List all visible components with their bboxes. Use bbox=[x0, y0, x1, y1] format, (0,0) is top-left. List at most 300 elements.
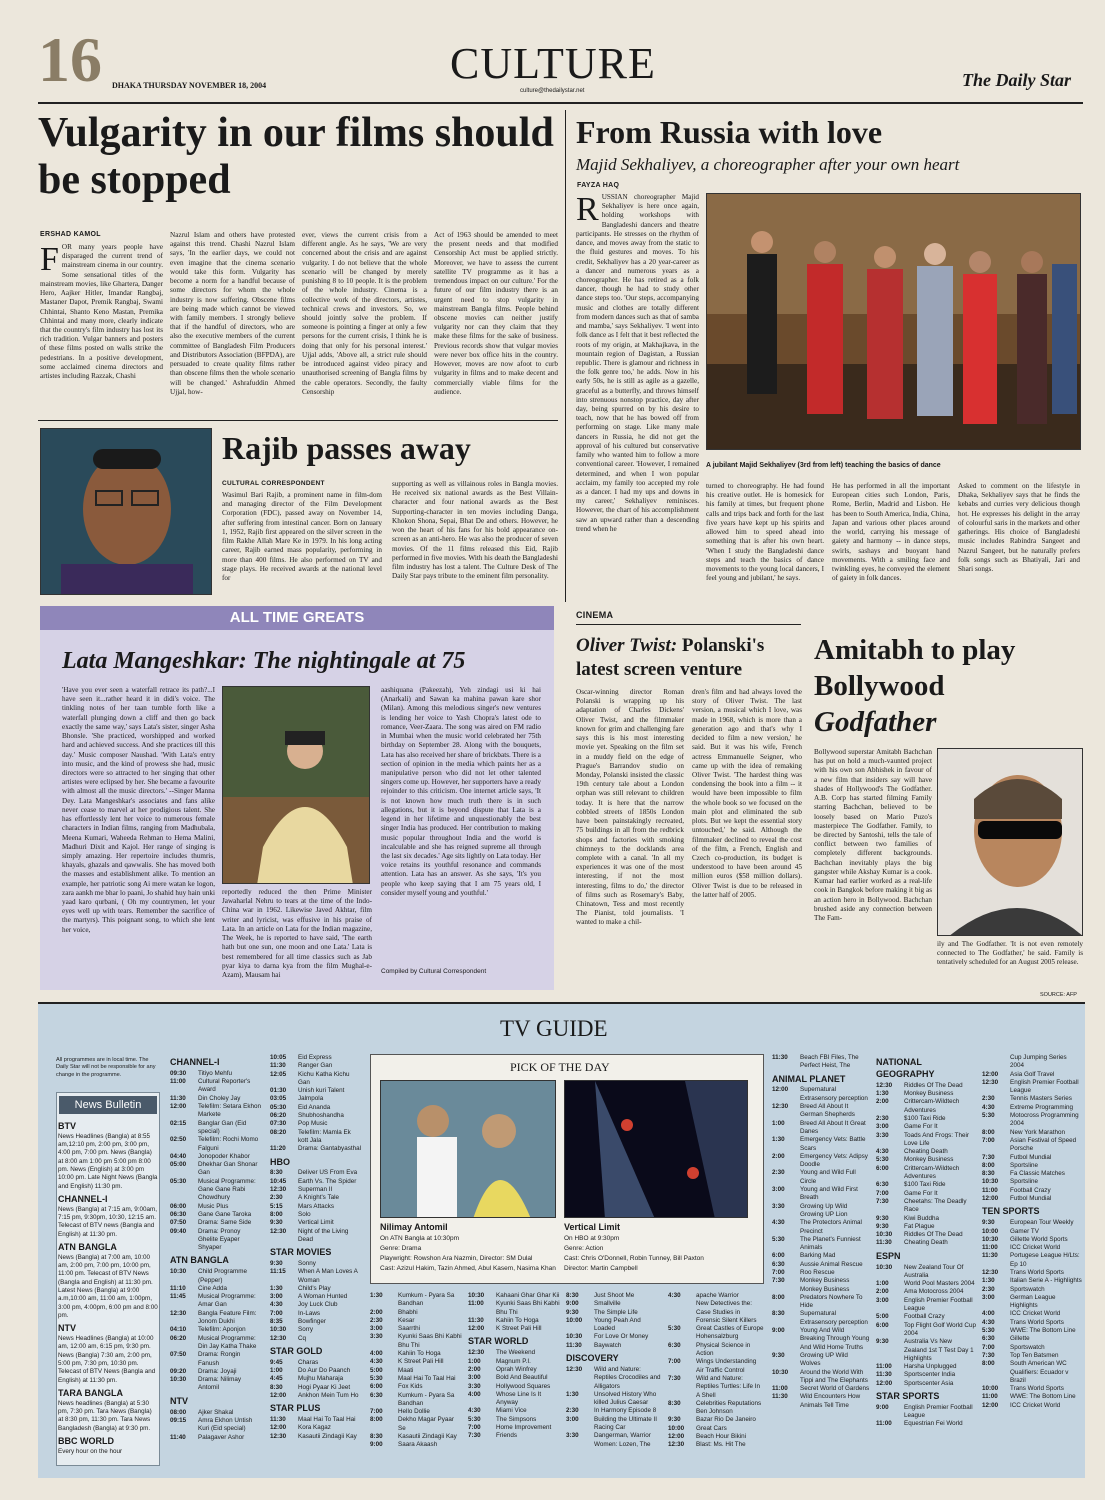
pick-2-genre: Genre: Action bbox=[564, 1245, 604, 1252]
tv-guide-rule bbox=[38, 1002, 1085, 1004]
show-title: Cq bbox=[298, 1334, 307, 1342]
schedule-discovery bbox=[566, 1292, 662, 1472]
show-title: Amra Ekhon Untish Kuri (Eid special) bbox=[198, 1416, 253, 1433]
schedule-row bbox=[876, 1297, 976, 1314]
show-title: ICC Cricket World bbox=[1010, 1401, 1061, 1409]
show-time: 11:30 bbox=[270, 1416, 286, 1424]
schedule-row bbox=[170, 1120, 262, 1137]
show-title: Growing UP Wild Wolves bbox=[800, 1351, 848, 1368]
show-title: Earth Vs. The Spider bbox=[298, 1177, 357, 1185]
schedule-row bbox=[668, 1425, 764, 1433]
show-time: 03:05 bbox=[270, 1095, 287, 1103]
show-time: 01:30 bbox=[270, 1087, 287, 1095]
schedule-row bbox=[270, 1260, 362, 1268]
schedule-row bbox=[876, 1090, 976, 1098]
show-title: Emergency Vets: Battle Scars bbox=[800, 1136, 866, 1152]
show-time: 1:30 bbox=[370, 1292, 383, 1299]
show-time: 5:30 bbox=[468, 1415, 481, 1423]
news-times: News Headlines (Bangla) at 10:00 am, 12:00 am, 6:15 pm, 9:30 pm. News (Bangla) 7:30 am, 2:00 pm, 5:00 pm, 7:30 pm, 10:30 pm. Telecast of BTV News (Bangla and English) at 11:30 pm. bbox=[58, 1335, 156, 1384]
show-title: Wings Understanding Air Traffic Control bbox=[696, 1358, 757, 1374]
show-title: Friends bbox=[496, 1432, 517, 1440]
dateline: DHAKA THURSDAY NOVEMBER 18, 2004 bbox=[112, 81, 267, 90]
show-time: 4:30 bbox=[982, 1103, 995, 1111]
dance-photo-caption: A jubilant Majid Sekhaliyev (3rd from left) teaching the basics of dance bbox=[706, 462, 941, 469]
schedule-row bbox=[270, 1112, 362, 1120]
schedule-row bbox=[876, 1322, 976, 1339]
schedule-row bbox=[468, 1391, 560, 1408]
schedule-row bbox=[982, 1294, 1082, 1311]
show-time: 12:00 bbox=[468, 1325, 485, 1333]
show-time: 6:00 bbox=[772, 1252, 785, 1260]
show-title: Breed All About It Great Danes bbox=[800, 1119, 866, 1135]
show-time: 4:30 bbox=[772, 1219, 785, 1227]
show-title: Magnum P.I. bbox=[496, 1357, 531, 1365]
show-title: Trans World Sports bbox=[1010, 1318, 1064, 1326]
show-time: 11:30 bbox=[468, 1316, 484, 1324]
schedule-row bbox=[468, 1349, 560, 1357]
schedule-row bbox=[876, 1082, 976, 1090]
show-title: Kiwi Buddha bbox=[904, 1214, 940, 1222]
schedule-row bbox=[270, 1071, 362, 1088]
show-title: Kahiin To Hoga bbox=[398, 1350, 441, 1358]
show-time: 4:00 bbox=[982, 1310, 995, 1318]
show-time: 11:15 bbox=[270, 1268, 286, 1276]
show-title: ICC Cricket World bbox=[1010, 1310, 1061, 1318]
oliver-col-1: Oscar-winning director Roman Polanski is wrapping up his adaptation of Charles Dickens' Oliver Twist, and the filmmaker known for grim and challenging fare says this is his most interesting movie yet. Speaking on the film set in a muddy field on the edge of Prague's Barrandov studio on Monday, Polanski insisted the classic 19th century tale about a London orphan was still relevant to children today. It is here that the narrow cobbled streets of 1850s London have been painstakingly recreated, 75 buildings in all from the redbrick shops and factories with smoking chimneys to the docklands area complete with a canal. 'In all my experiences it was one of the most interesting, if not the most interesting, films to do,' the director of films such as Rosemary's Baby, Chinatown, Tess and most recently The Pianist, told journalists. 'I wanted to make a chil- bbox=[576, 688, 684, 927]
schedule-row bbox=[170, 1409, 262, 1417]
schedule-row bbox=[772, 1310, 870, 1327]
show-title: Eid Ananda bbox=[298, 1103, 331, 1111]
show-title: Saara Akaash bbox=[398, 1441, 438, 1449]
show-time: 7:00 bbox=[370, 1408, 383, 1416]
show-time: 12:00 bbox=[772, 1086, 789, 1094]
show-time: 06:20 bbox=[170, 1334, 187, 1342]
show-time: 04:10 bbox=[170, 1326, 187, 1334]
show-title: Asia Golf Travel bbox=[1010, 1070, 1055, 1078]
show-title: In Harmony Episode 8 bbox=[594, 1407, 657, 1415]
schedule-row bbox=[170, 1335, 262, 1352]
show-time: 7:30 bbox=[982, 1153, 995, 1161]
schedule-row bbox=[772, 1169, 870, 1186]
tv-guide-note: All programmes are in local time. The Daily Star will not be responsible for any change in the programme. bbox=[56, 1057, 156, 1078]
show-time: 2:00 bbox=[468, 1365, 481, 1373]
show-title: Equestrian Fei World bbox=[904, 1420, 963, 1428]
show-time: 07:50 bbox=[170, 1351, 187, 1359]
show-title: New York Marathon bbox=[1010, 1128, 1065, 1136]
schedule-row bbox=[668, 1325, 764, 1342]
schedule-row bbox=[468, 1432, 560, 1440]
amitabh-headline: Amitabh to play Bollywood Godfather bbox=[814, 634, 1016, 738]
show-time: 3:30 bbox=[566, 1432, 579, 1440]
schedule-row bbox=[468, 1358, 560, 1366]
show-title: Football Crazy bbox=[904, 1313, 945, 1321]
schedule-row bbox=[370, 1375, 462, 1383]
show-title: Kyunki Saas Bhi Kabhi Bhu Thi bbox=[496, 1300, 560, 1316]
schedule-row bbox=[982, 1195, 1082, 1203]
pick-1-cast: Cast: Azizul Hakim, Tazin Ahmed, Abul Kasem, Nasima Khan bbox=[380, 1265, 556, 1272]
lata-credit: Compiled by Cultural Correspondent bbox=[381, 968, 487, 975]
show-title: Australia Vs New Zealand 1st T Test Day 1 Highlights bbox=[904, 1338, 974, 1362]
schedule-row bbox=[170, 1268, 262, 1285]
show-time: 12:30 bbox=[772, 1103, 789, 1111]
show-time: 8:30 bbox=[370, 1433, 383, 1441]
schedule-row bbox=[982, 1269, 1082, 1277]
show-time: 7:00 bbox=[772, 1269, 785, 1276]
show-title: The Weekend bbox=[496, 1349, 536, 1357]
show-title: Kumkum - Pyara Sa Bandhan bbox=[398, 1292, 455, 1308]
schedule-row bbox=[170, 1211, 262, 1219]
rajib-col-2: supporting as well as villainous roles in Bangla movies. He received six national awards as the Best Villain-character and four national awards as the Best Supporting-character in ten movies including Danga, Khokon Shona, Sepai, Bhat De and others. However, he won the heart of his fans for his bold appearance on-screen as an anti-hero. He was also the producer of seven movies. Of the 11 films released this Eid, Rajib performed in five movies. With his death the Bangladeshi film industry has lost a talent. The Culture Desk of The Daily Star pays tribute to the eminent film personality. bbox=[392, 480, 558, 581]
show-time: 06:20 bbox=[270, 1112, 287, 1120]
show-title: Supernatural Extrasensory perception bbox=[800, 1310, 868, 1326]
pick-1-channel: On ATN Bangla at 10:30pm bbox=[380, 1235, 460, 1242]
show-time: 12:00 bbox=[270, 1392, 287, 1400]
schedule-row bbox=[982, 1162, 1082, 1170]
show-time: 11:00 bbox=[468, 1300, 484, 1308]
schedule-row bbox=[982, 1104, 1082, 1112]
show-title: Shubhoshandha bbox=[298, 1112, 344, 1120]
show-time: 9:30 bbox=[566, 1308, 579, 1316]
show-title: Riddles Of The Dead bbox=[904, 1231, 963, 1239]
paper-logo: The Daily Star bbox=[962, 70, 1072, 90]
show-time: 1:00 bbox=[270, 1367, 283, 1375]
schedule-row bbox=[468, 1292, 560, 1300]
show-title: Musical Programme: Din Jay Katha Thake bbox=[198, 1334, 257, 1350]
schedule-row bbox=[876, 1404, 976, 1421]
show-title: Wild and Nature: Reptiles Turtles: Life In A Shell bbox=[696, 1374, 761, 1399]
show-title: Ama Motocross 2004 bbox=[904, 1288, 964, 1296]
show-title: Din Choley Jay bbox=[198, 1094, 241, 1102]
schedule-sports bbox=[982, 1054, 1082, 1474]
show-time: 10:00 bbox=[982, 1227, 999, 1235]
show-time: 6:30 bbox=[876, 1181, 889, 1189]
show-time: 6:30 bbox=[772, 1260, 785, 1268]
schedule-row bbox=[876, 1380, 976, 1388]
show-title: WWE: The Bottom Line bbox=[1010, 1327, 1076, 1335]
show-title: Emergency Vets: Adipsy Doodle bbox=[800, 1152, 868, 1169]
schedule-row bbox=[668, 1358, 764, 1375]
schedule-row bbox=[566, 1391, 662, 1408]
show-time: 11:00 bbox=[982, 1393, 998, 1401]
schedule-row bbox=[982, 1154, 1082, 1162]
show-title: Unsolved History Who killed Julius Caesar bbox=[594, 1390, 657, 1407]
nilimay-antomil-photo bbox=[380, 1080, 556, 1218]
schedule-row bbox=[876, 1123, 976, 1131]
show-time: 5:30 bbox=[668, 1325, 681, 1333]
show-time: 4:00 bbox=[370, 1350, 383, 1358]
pick-2-director: Director: Martin Campbell bbox=[564, 1265, 638, 1272]
schedule-row bbox=[270, 1087, 362, 1095]
schedule-row bbox=[566, 1416, 662, 1433]
show-title: Young and Wild First Breath bbox=[800, 1186, 858, 1202]
schedule-row bbox=[876, 1288, 976, 1296]
show-time: 1:30 bbox=[772, 1136, 785, 1144]
schedule-row bbox=[876, 1181, 976, 1189]
show-title: Asian Festival of Speed Porsche bbox=[1010, 1136, 1077, 1153]
schedule-row bbox=[876, 1420, 976, 1428]
show-time: 08:00 bbox=[170, 1408, 187, 1416]
show-time: 7:30 bbox=[982, 1351, 995, 1359]
channel-heading: STAR SPORTS bbox=[876, 1391, 940, 1402]
show-time: 8:00 bbox=[270, 1210, 283, 1218]
show-title: Predators Nowhere To Hide bbox=[800, 1293, 863, 1310]
show-time: 2:30 bbox=[370, 1316, 383, 1324]
show-time: 1:00 bbox=[468, 1357, 481, 1365]
show-time: 10:45 bbox=[270, 1177, 287, 1185]
show-time: 10:30 bbox=[876, 1231, 893, 1239]
schedule-row bbox=[566, 1309, 662, 1317]
schedule-row bbox=[270, 1301, 362, 1309]
show-time: 9:00 bbox=[370, 1441, 383, 1449]
schedule-row bbox=[170, 1161, 262, 1178]
show-time: 04:40 bbox=[170, 1152, 187, 1160]
show-title: Futbol Mundial bbox=[1010, 1195, 1052, 1203]
schedule-row bbox=[270, 1194, 362, 1202]
schedule-row bbox=[370, 1416, 462, 1433]
schedule-row bbox=[370, 1408, 462, 1416]
show-time: 12:00 bbox=[876, 1379, 893, 1387]
show-time: 9:00 bbox=[772, 1327, 785, 1335]
show-time: 05:30 bbox=[270, 1103, 287, 1111]
show-time: 11:30 bbox=[270, 1062, 286, 1070]
schedule-row bbox=[772, 1054, 870, 1071]
show-title: Breed All About It German Shepherds bbox=[800, 1103, 855, 1119]
lata-photo bbox=[222, 686, 370, 884]
show-time: 9:00 bbox=[876, 1403, 889, 1411]
show-time: 6:00 bbox=[876, 1321, 889, 1329]
schedule-row bbox=[566, 1342, 662, 1350]
show-time: 7:00 bbox=[668, 1358, 681, 1366]
cinema-rule bbox=[576, 624, 801, 625]
show-time: 4:30 bbox=[270, 1301, 283, 1309]
schedule-row bbox=[876, 1313, 976, 1321]
schedule-row bbox=[982, 1219, 1082, 1227]
show-title: Dekho Magar Pyaar Se bbox=[398, 1416, 454, 1432]
show-title: Bhabhi bbox=[398, 1308, 418, 1316]
page-number: 16 bbox=[38, 24, 102, 95]
show-time: 09:40 bbox=[170, 1227, 187, 1235]
schedule-row bbox=[772, 1269, 870, 1277]
russia-col-2: turned to choreography. He had found his creative outlet. He is homesick for his family at times, but frequent phone calls and trips back and forth for the last five years have kept up his spirits and allowed him to speed ahead into something that is after his own heart. 'When I study the Bangladeshi dance steps and teach the basics of dance movements to the young local dancers, I feel young and jubilant,' he says. bbox=[706, 482, 824, 583]
show-title: Game For It bbox=[904, 1123, 938, 1131]
schedule-row bbox=[170, 1310, 262, 1327]
show-title: Jalmpola bbox=[298, 1095, 324, 1103]
show-time bbox=[668, 1300, 692, 1325]
pick-2-title: Vertical Limit bbox=[564, 1222, 621, 1232]
pick-1-credits: Playwright: Rowshon Ara Nazmin, Director: SM Dulal bbox=[380, 1255, 533, 1262]
show-title: Top Ten Batsmen bbox=[1010, 1351, 1059, 1359]
show-time: 9:45 bbox=[270, 1358, 283, 1366]
schedule-row bbox=[982, 1277, 1082, 1285]
dance-workshop-photo bbox=[706, 193, 1081, 450]
show-title: Blast: Ms. Hit The bbox=[696, 1441, 746, 1449]
show-title: Bowfinger bbox=[298, 1318, 327, 1326]
show-time: 11:00 bbox=[982, 1186, 998, 1194]
show-time: 05:30 bbox=[170, 1177, 187, 1185]
schedule-row bbox=[876, 1132, 976, 1149]
russia-byline: FAYZA HAQ bbox=[577, 182, 620, 189]
vulgarity-col-3: ever, views the current crisis from a different angle. As he says, 'We are very concerned about the crisis and are against vulgarity. I do not believe that the whole scenario will be changed by merely punishing 8 to 10 people. It is the problem of the whole industry. Cinema is a collective work of the directors, artistes, technical crews and investors. So, we should jointly solve the problem. If someone is pointing a finger at only a few persons for the current crisis, I think he is doing that only for his personal interest.' Ujjal adds, 'Above all, a strict rule should be introduced against video piracy and unauthorised screening of Bangla films by the cable operators. Secondly, the faulty Censorship bbox=[302, 231, 427, 396]
section-title: CULTURE bbox=[450, 39, 656, 88]
drop-cap: F bbox=[40, 243, 59, 278]
schedule-row bbox=[982, 1393, 1082, 1401]
schedule-row bbox=[772, 1369, 870, 1386]
show-time: 3:30 bbox=[370, 1333, 383, 1341]
show-title: Harsha Unplugged bbox=[904, 1363, 957, 1371]
schedule-row bbox=[370, 1325, 462, 1333]
lata-headline: Lata Mangeshkar: The nightingale at 75 bbox=[62, 648, 466, 674]
show-title: Baywatch bbox=[594, 1341, 622, 1349]
schedule-row bbox=[772, 1103, 870, 1120]
show-title: Kichu Katha Kichu Gan bbox=[298, 1070, 350, 1086]
vertical-limit-photo bbox=[564, 1080, 748, 1218]
show-title: Futbol Mundial bbox=[1010, 1153, 1052, 1161]
show-title: Kumkum - Pyara Sa Bandhan bbox=[398, 1391, 455, 1407]
schedule-row bbox=[270, 1310, 362, 1318]
show-time: 4:30 bbox=[876, 1148, 889, 1156]
show-time: 09:15 bbox=[170, 1416, 187, 1424]
show-title: Unish kuri Talent bbox=[298, 1087, 345, 1095]
schedule-row bbox=[982, 1327, 1082, 1335]
show-title: Game For It bbox=[904, 1189, 938, 1197]
show-title: Eid Express bbox=[298, 1054, 332, 1061]
show-title: Gillette bbox=[1010, 1335, 1030, 1343]
show-title: Roo Rescue bbox=[800, 1269, 835, 1276]
show-time: 9:30 bbox=[772, 1351, 785, 1359]
schedule-row bbox=[468, 1407, 560, 1415]
show-time: 3:00 bbox=[772, 1186, 785, 1194]
show-title: Sportswatch bbox=[1010, 1285, 1045, 1293]
show-time: 4:30 bbox=[982, 1318, 995, 1326]
schedule-row bbox=[876, 1231, 976, 1239]
show-time: 5:30 bbox=[772, 1235, 785, 1243]
channel-heading: HBO bbox=[270, 1156, 290, 1167]
show-title: Tennis Masters Series bbox=[1010, 1095, 1072, 1103]
show-time: 9:00 bbox=[566, 1300, 579, 1308]
show-title: Child Programme (Pepper) bbox=[198, 1268, 247, 1284]
show-title: Extreme Programming bbox=[1010, 1103, 1073, 1111]
schedule-discovery-cont bbox=[668, 1292, 764, 1472]
show-title: Crittercam-Wildtech Adventures bbox=[904, 1098, 960, 1114]
schedule-row bbox=[772, 1153, 870, 1170]
schedule-row bbox=[772, 1352, 870, 1369]
show-time: 12:30 bbox=[270, 1186, 287, 1194]
schedule-row bbox=[566, 1333, 662, 1341]
show-title: For Love Or Money bbox=[594, 1333, 649, 1341]
schedule-row bbox=[370, 1350, 462, 1358]
show-title: Trans World Sports bbox=[1010, 1385, 1064, 1393]
show-time: 1:30 bbox=[876, 1090, 889, 1098]
schedule-row bbox=[772, 1393, 870, 1410]
show-title: Bold And Beautiful bbox=[496, 1374, 548, 1382]
show-time: 12:30 bbox=[566, 1365, 583, 1373]
schedule-row bbox=[170, 1376, 262, 1393]
amitabh-source: SOURCE: AFP bbox=[1040, 992, 1077, 998]
show-time: 4:30 bbox=[468, 1407, 481, 1415]
show-time: 3:00 bbox=[468, 1374, 481, 1382]
russia-deck: Majid Sekhaliyev, a choreographer after your own heart bbox=[576, 155, 960, 174]
show-time: 12:00 bbox=[170, 1103, 187, 1111]
show-time: 7:00 bbox=[468, 1424, 481, 1432]
show-time: 11:00 bbox=[876, 1420, 892, 1428]
show-title: Physical Science in Action bbox=[696, 1341, 751, 1358]
schedule-row bbox=[170, 1203, 262, 1211]
show-time: 12:30 bbox=[270, 1227, 287, 1235]
schedule-row bbox=[876, 1371, 976, 1379]
show-time: 7:30 bbox=[668, 1374, 681, 1382]
show-time: 12:30 bbox=[270, 1334, 287, 1342]
schedule-star-plus bbox=[370, 1292, 462, 1472]
show-title: In-Laws bbox=[298, 1309, 321, 1317]
schedule-row bbox=[772, 1086, 870, 1103]
show-title: Young and Wild Full Circle bbox=[800, 1169, 856, 1185]
amitabh-photo bbox=[937, 748, 1083, 936]
show-time: 11:30 bbox=[876, 1239, 892, 1247]
schedule-row bbox=[982, 1228, 1082, 1236]
channel-heading: NTV bbox=[170, 1395, 188, 1406]
show-time: 12:30 bbox=[982, 1078, 999, 1086]
russia-col-3: He has performed in all the important European cities such London, Paris, Rome, Berlin, Madrid and Lisbon. He has been to South America, India, China, Japan and various other places around the world, carrying his message of gaiety and harmony -- in dance steps, swirls, sashays and buoyant hand movements. With a smiling face and twinkling eyes, he conveyed the element of gaiety in folk dances. bbox=[832, 482, 950, 583]
show-time: 2:30 bbox=[270, 1194, 283, 1202]
show-time: 9:30 bbox=[270, 1259, 283, 1267]
schedule-row bbox=[566, 1317, 662, 1334]
schedule-row bbox=[982, 1095, 1082, 1103]
show-title: Bangla Feature Film: Jonom Dukhi bbox=[198, 1309, 257, 1326]
show-title: Kasautii Zindagii Kay bbox=[398, 1433, 457, 1441]
show-title: German League Highlights bbox=[1010, 1293, 1056, 1310]
show-time: 10:30 bbox=[982, 1178, 999, 1186]
schedule-row bbox=[668, 1441, 764, 1449]
show-time: 2:30 bbox=[772, 1169, 785, 1177]
show-title: Miami Vice bbox=[496, 1407, 527, 1415]
show-time: 1:30 bbox=[982, 1277, 995, 1285]
show-title: Cine Adda bbox=[198, 1284, 228, 1292]
show-title: Kora Kagaz bbox=[298, 1424, 331, 1432]
show-title: Telefilm: Mamla Ek kott Jala bbox=[298, 1128, 351, 1144]
schedule-row bbox=[270, 1203, 362, 1211]
show-time: 11:40 bbox=[170, 1433, 186, 1441]
show-time: 8:30 bbox=[982, 1170, 995, 1178]
show-time: 5:30 bbox=[876, 1156, 889, 1164]
schedule-row bbox=[270, 1424, 362, 1432]
show-time: 8:00 bbox=[982, 1128, 995, 1136]
schedule-hbo-star bbox=[270, 1054, 362, 1474]
all-time-greats-banner: ALL TIME GREATS bbox=[40, 606, 554, 630]
show-title: Sportscenter India bbox=[904, 1371, 956, 1379]
schedule-natgeo-espn bbox=[876, 1054, 976, 1474]
show-time: 4:30 bbox=[668, 1292, 681, 1299]
show-time: 10:30 bbox=[982, 1235, 999, 1243]
show-title: Do Aur Do Paanch bbox=[298, 1367, 351, 1375]
show-title: Maati bbox=[398, 1366, 414, 1374]
show-title: Whose Line Is It Anyway bbox=[496, 1390, 542, 1407]
show-title: Banglar Gan (Eid special) bbox=[198, 1119, 247, 1135]
show-title: Pop Music bbox=[298, 1120, 328, 1128]
channel-heading: STAR PLUS bbox=[270, 1403, 321, 1414]
schedule-row bbox=[270, 1285, 362, 1293]
show-title: Drama: Pronoy Ghelite Eyaper Shyaper bbox=[198, 1227, 241, 1252]
show-time: 3:30 bbox=[468, 1382, 481, 1390]
masthead-rule bbox=[38, 102, 1083, 104]
channel-heading: STAR WORLD bbox=[468, 1336, 529, 1347]
show-title: Italian Serie A - Highlights bbox=[1010, 1277, 1082, 1285]
schedule-row bbox=[876, 1223, 976, 1231]
schedule-row bbox=[772, 1136, 870, 1153]
schedule-row bbox=[982, 1236, 1082, 1244]
schedule-row bbox=[668, 1400, 764, 1417]
schedule-row bbox=[270, 1228, 362, 1245]
schedule-row bbox=[876, 1363, 976, 1371]
